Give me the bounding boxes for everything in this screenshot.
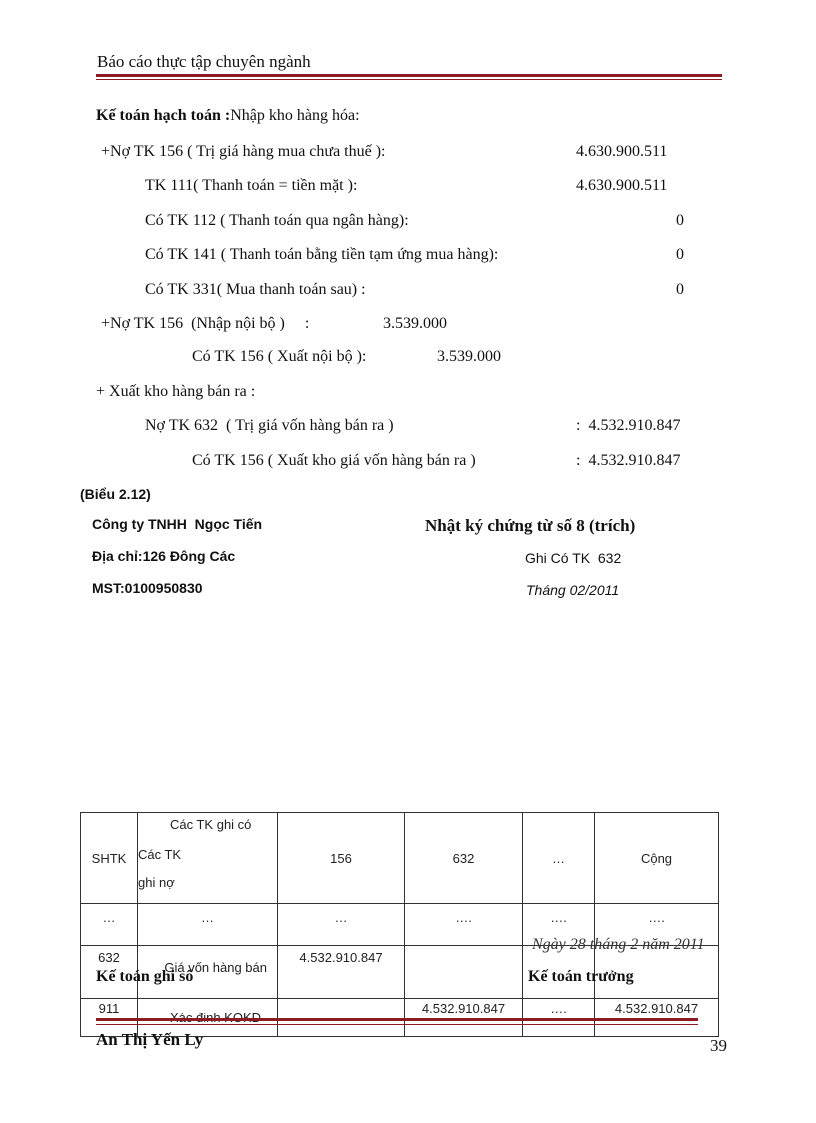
document-title: Nhật ký chứng từ số 8 (trích) bbox=[425, 516, 636, 535]
cell-156: 4.532.910.847 bbox=[278, 946, 405, 999]
header-credit-label: Các TK ghi có bbox=[170, 817, 252, 832]
cell-total: …. bbox=[595, 904, 719, 946]
signoff-right-title: Kế toán trưởng bbox=[528, 968, 634, 985]
journal-line-label: +Nợ TK 156 (Nhập nội bộ ) : bbox=[101, 315, 310, 332]
journal-line-amount: 4.630.900.511 bbox=[576, 143, 668, 160]
signoff-left-title: Kế toán ghi sổ bbox=[96, 968, 194, 985]
journal-heading-label: Kế toán hạch toán : bbox=[96, 107, 231, 124]
header-total: Cộng bbox=[595, 813, 719, 904]
company-address: Địa chỉ:126 Đông Các bbox=[92, 548, 236, 564]
journal-line-label: Có TK 112 ( Thanh toán qua ngân hàng): bbox=[145, 212, 409, 229]
cell-shtk: 911 bbox=[81, 999, 138, 1037]
footer-divider-thin bbox=[96, 1024, 698, 1025]
header-tk-label: Các TK bbox=[138, 847, 182, 862]
journal-line-amount: 0 bbox=[676, 212, 684, 229]
journal-line-label: Có TK 141 ( Thanh toán bằng tiền tạm ứng mua hàng): bbox=[145, 246, 499, 263]
cell-632 bbox=[405, 946, 523, 999]
header-divider-thin bbox=[96, 79, 722, 80]
cell-name: Giá vốn hàng bán bbox=[138, 946, 278, 999]
cell-name: … bbox=[138, 904, 278, 946]
cell-632: …. bbox=[405, 904, 523, 946]
journal-line-amount: 0 bbox=[676, 246, 684, 263]
header-diagonal bbox=[138, 813, 278, 904]
journal-line-label: TK 111( Thanh toán = tiền mặt ): bbox=[145, 177, 358, 194]
journal-table bbox=[80, 812, 719, 1037]
header-divider bbox=[96, 74, 722, 77]
company-name: Công ty TNHH Ngọc Tiến bbox=[92, 516, 263, 532]
cell-shtk: … bbox=[81, 904, 138, 946]
journal-line-label: + Xuất kho hàng bán ra : bbox=[96, 383, 256, 400]
page-number: 39 bbox=[710, 1036, 727, 1055]
header-156: 156 bbox=[278, 813, 405, 904]
journal-line-label: +Nợ TK 156 ( Trị giá hàng mua chưa thuế ): bbox=[101, 143, 386, 160]
header-shtk: SHTK bbox=[81, 813, 138, 904]
journal-line-label: Nợ TK 632 ( Trị giá vốn hàng bán ra ) bbox=[145, 417, 394, 434]
table-header-row bbox=[81, 813, 719, 904]
cell-dots: …. bbox=[523, 999, 595, 1037]
journal-line-label: Có TK 156 ( Xuất nội bộ ): bbox=[192, 348, 367, 365]
report-title: Báo cáo thực tập chuyên ngành bbox=[97, 52, 311, 71]
cell-156: … bbox=[278, 904, 405, 946]
journal-line-amount: 0 bbox=[676, 281, 684, 298]
company-tax-id: MST:0100950830 bbox=[92, 580, 203, 596]
journal-line-amount: : 4.532.910.847 bbox=[576, 417, 681, 434]
header-632: 632 bbox=[405, 813, 523, 904]
cell-632: 4.532.910.847 bbox=[405, 999, 523, 1037]
journal-heading-text: Nhập kho hàng hóa: bbox=[230, 107, 360, 124]
journal-line-amount: 3.539.000 bbox=[437, 348, 501, 365]
journal-line-amount: 4.630.900.511 bbox=[576, 177, 668, 194]
header-dots: … bbox=[523, 813, 595, 904]
header-debit-label: ghi nợ bbox=[138, 875, 175, 890]
signoff-date: Ngày 28 tháng 2 năm 2011 bbox=[532, 936, 705, 953]
cell-total: 4.532.910.847 bbox=[595, 999, 719, 1037]
document-subtitle: Ghi Có TK 632 bbox=[525, 550, 622, 566]
footer-divider bbox=[96, 1018, 698, 1021]
author-name: An Thị Yến Ly bbox=[96, 1030, 204, 1049]
cell-shtk: 632 bbox=[81, 946, 138, 999]
journal-line-label: Có TK 156 ( Xuất kho giá vốn hàng bán ra ) bbox=[192, 452, 476, 469]
cell-dots: …. bbox=[523, 904, 595, 946]
journal-line-amount: 3.539.000 bbox=[383, 315, 447, 332]
document-period: Tháng 02/2011 bbox=[526, 582, 620, 598]
journal-line-label: Có TK 331( Mua thanh toán sau) : bbox=[145, 281, 366, 298]
bieu-label: (Biểu 2.12) bbox=[80, 486, 151, 502]
journal-line-amount: : 4.532.910.847 bbox=[576, 452, 681, 469]
journal-heading bbox=[96, 107, 360, 125]
